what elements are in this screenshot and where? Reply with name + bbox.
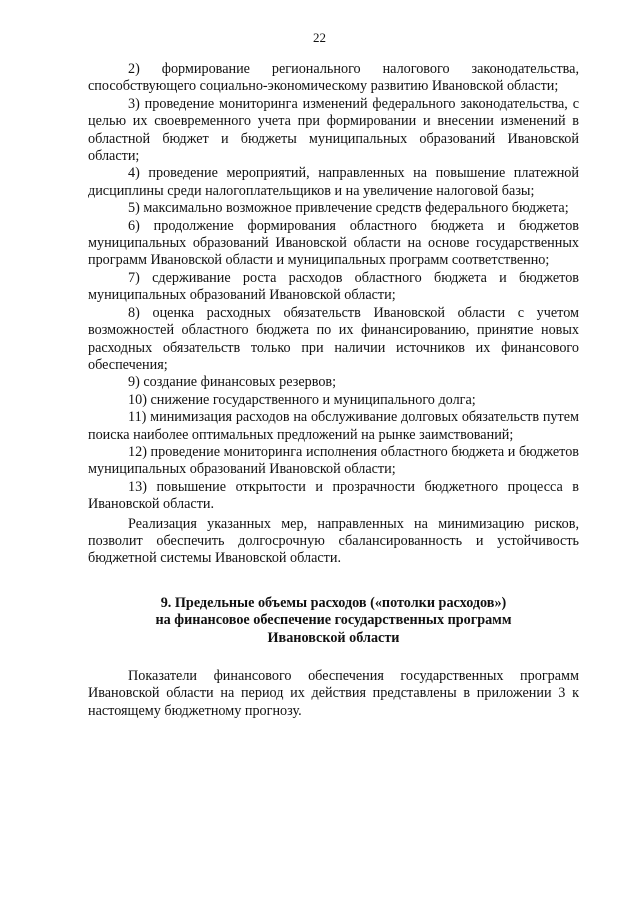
list-item: 7) сдерживание роста расходов областного бюджета и бюджетов муниципальных образований Ивановской области; <box>88 269 579 304</box>
page-number: 22 <box>313 30 326 45</box>
list-item: 6) продолжение формирования областного бюджета и бюджетов муниципальных образований Ивановской области на основе государственных программ Ивановской области и муниципальных программ соответственно; <box>88 217 579 269</box>
section-heading-line: 9. Предельные объемы расходов («потолки расходов») <box>160 594 507 611</box>
list-item: 12) проведение мониторинга исполнения областного бюджета и бюджетов муниципальных образований Ивановской области; <box>88 443 579 478</box>
section-heading-line: Ивановской области <box>267 629 400 646</box>
list-item: 13) повышение открытости и прозрачности бюджетного процесса в Ивановской области. <box>88 478 579 513</box>
page-content <box>88 61 579 720</box>
list-item: 8) оценка расходных обязательств Ивановской области с учетом возможностей областного бюджета по их финансированию, принятие новых расходных обязательств только при наличии источников их финансового обеспечения; <box>88 304 579 373</box>
list-item: 5) максимально возможное привлечение средств федерального бюджета; <box>128 200 569 217</box>
conclusion-paragraph: Реализация указанных мер, направленных на минимизацию рисков, позволит обеспечить долгосрочную сбалансированность и устойчивость бюджетной системы Ивановской области. <box>88 515 579 567</box>
list-item: 3) проведение мониторинга изменений федерального законодательства, с целью их своевременного учета при формировании и внесении изменений в областной бюджет и бюджеты муниципальных образований Ивановской области; <box>88 95 579 165</box>
list-item: 2) формирование регионального налогового законодательства, способствующего социально-экономическому развитию Ивановской области; <box>88 61 579 95</box>
section-heading <box>88 595 579 647</box>
list-item: 10) снижение государственного и муниципального долга; <box>128 391 476 408</box>
list-item: 11) минимизация расходов на обслуживание долговых обязательств путем поиска наиболее оптимальных предложений на рынке заимствований; <box>88 409 579 443</box>
section-body-paragraph: Показатели финансового обеспечения государственных программ Ивановской области на период их действия представлены в приложении 3 к настоящему бюджетному прогнозу. <box>88 668 579 719</box>
list-item: 4) проведение мероприятий, направленных на повышение платежной дисциплины среди налогоплательщиков и на увеличение налоговой базы; <box>88 165 579 199</box>
section-heading-line: на финансовое обеспечение государственных программ <box>155 612 512 629</box>
list-item: 9) создание финансовых резервов; <box>128 374 337 391</box>
